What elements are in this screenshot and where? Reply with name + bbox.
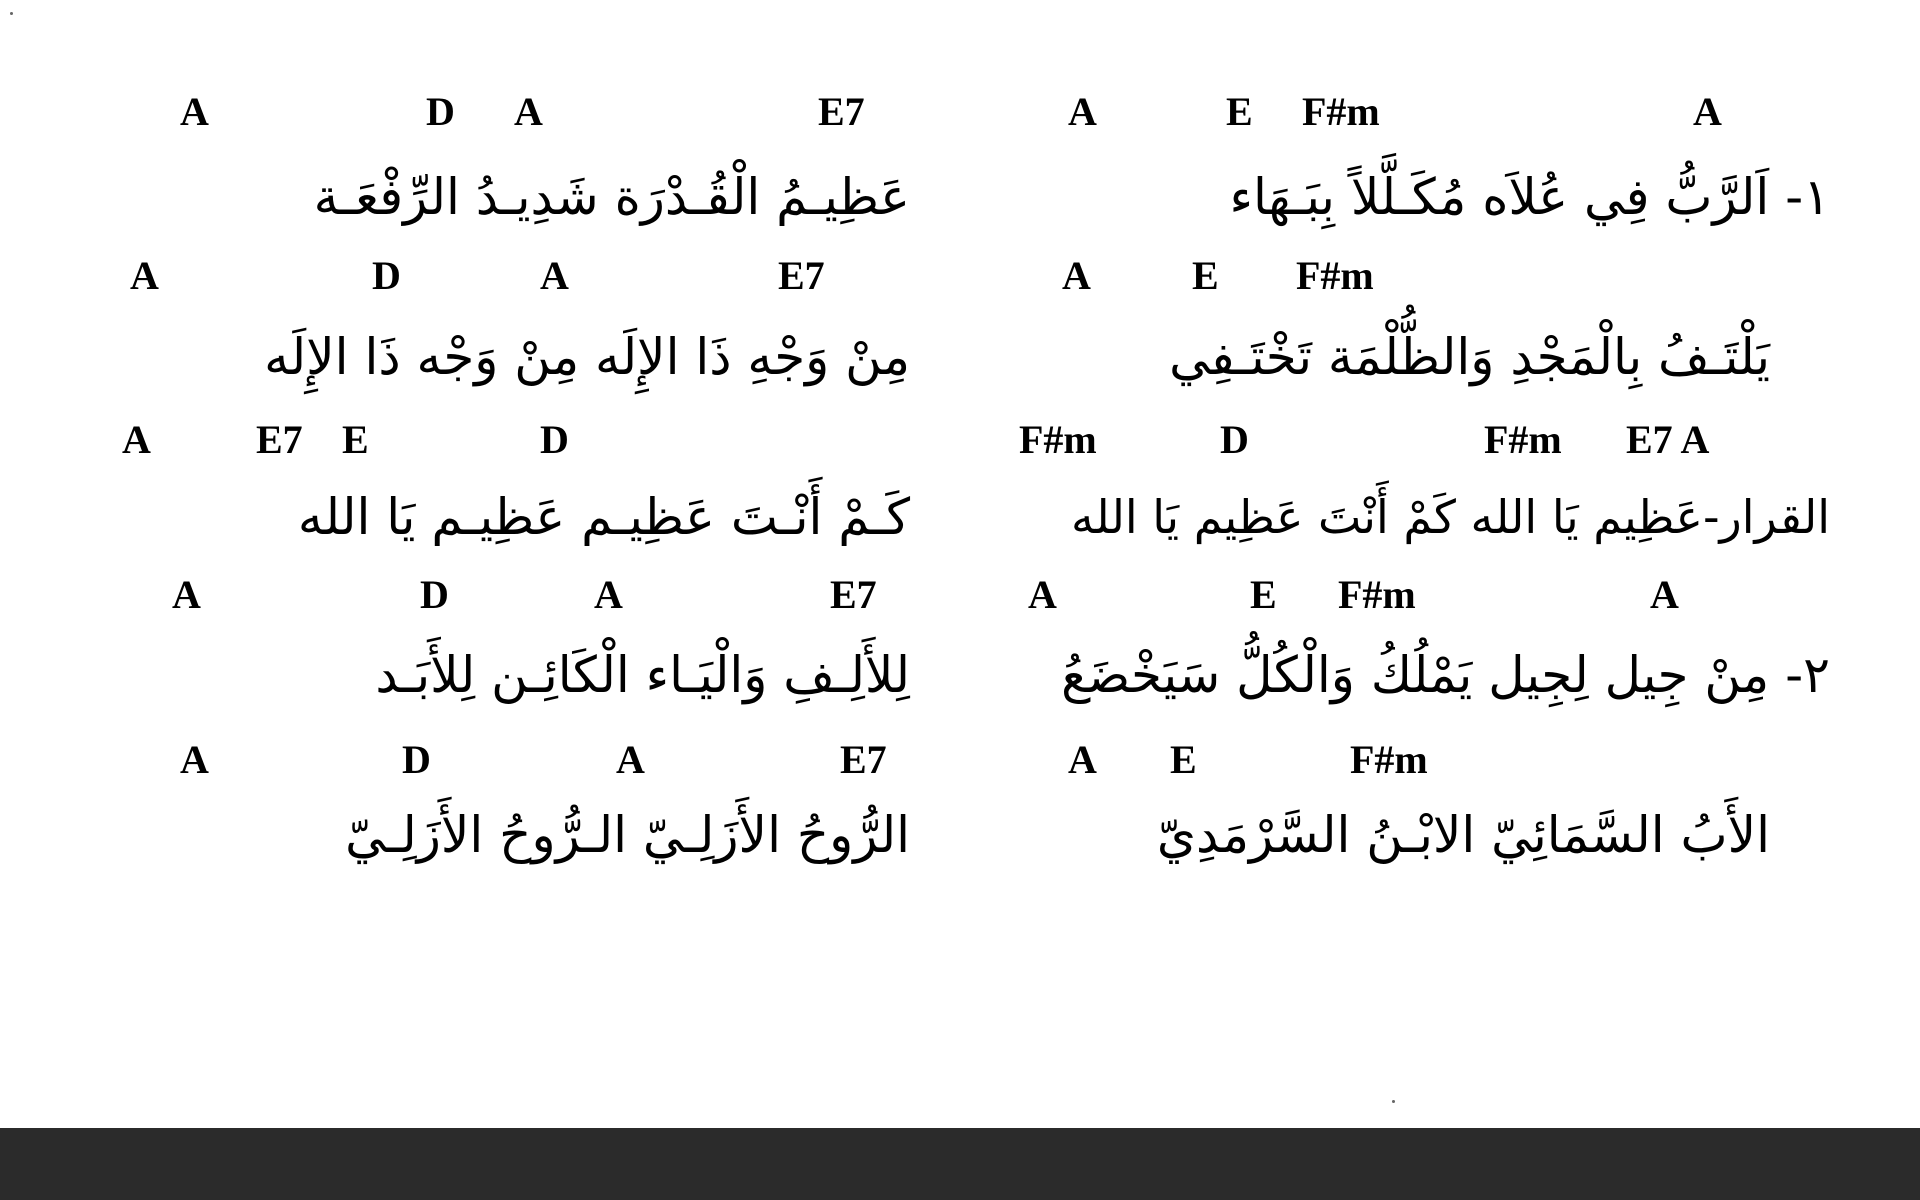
chord: E <box>1192 253 1219 298</box>
chord: A <box>1028 572 1057 617</box>
chord: A <box>180 89 209 134</box>
chord: A <box>594 572 623 617</box>
chord: E <box>1170 737 1197 782</box>
bottom-bar <box>0 1128 1920 1200</box>
scan-speck <box>1392 1100 1395 1103</box>
chord: A <box>122 417 151 462</box>
chord: D <box>402 737 431 782</box>
lyric-line: الأَبُ السَّمَائِيّ الابْـنُ السَّرْمَدِيّ <box>1156 806 1770 864</box>
chord: A <box>1650 572 1679 617</box>
chord: E7 <box>818 89 865 134</box>
chord: E <box>342 417 369 462</box>
chord: F#m <box>1350 737 1428 782</box>
chord: F#m <box>1338 572 1416 617</box>
right-column <box>1010 0 1830 1000</box>
chord: E <box>1250 572 1277 617</box>
chord: A <box>616 737 645 782</box>
lyric-line: كَـمْ أَنْـتَ عَظِيـم عَظِيـم يَا الله <box>297 488 910 546</box>
chord: A <box>130 253 159 298</box>
chord: A <box>180 737 209 782</box>
left-column <box>90 0 910 1000</box>
chord: A <box>1068 737 1097 782</box>
chord: F#m <box>1302 89 1380 134</box>
chord: D <box>420 572 449 617</box>
chord: E <box>1226 89 1253 134</box>
chord: D <box>372 253 401 298</box>
chord: E7 <box>840 737 887 782</box>
lyric-line: ١- اَلرَّبُّ فِي عُلاَه مُكَـلَّلاً بِبَـهَاء <box>1229 168 1830 226</box>
chord: F#m <box>1019 417 1097 462</box>
lyric-line: عَظِيـمُ الْقُـدْرَة شَدِيـدُ الرِّفْعَـة <box>313 168 910 226</box>
chord: E7 <box>830 572 877 617</box>
chord: A <box>1693 89 1722 134</box>
lyric-line: لِلأَلِـفِ وَالْيَـاء الْكَائِـن لِلأَبَـد <box>375 646 910 704</box>
lyric-line: يَلْتَـفُ بِالْمَجْدِ وَالظُّلْمَة تَخْتَـفِي <box>1169 328 1770 386</box>
chord: A <box>172 572 201 617</box>
chord: D <box>426 89 455 134</box>
lyric-line: مِنْ وَجْهِ ذَا الإِلَه مِنْ وَجْه ذَا الإِلَه <box>264 328 910 386</box>
chord: D <box>540 417 569 462</box>
chord: A <box>1062 253 1091 298</box>
lyric-line: القرار-عَظِيم يَا الله كَمْ أَنْتَ عَظِيم يَا الله <box>1070 490 1830 544</box>
chord: E7 <box>256 417 303 462</box>
chord: E7 <box>778 253 825 298</box>
chord: F#m <box>1484 417 1562 462</box>
chord: D <box>1220 417 1249 462</box>
chord: E7 A <box>1626 417 1710 462</box>
chord: A <box>540 253 569 298</box>
chord: F#m <box>1296 253 1374 298</box>
lyric-line: الرُّوحُ الأَزَلِـيّ الـرُّوحُ الأَزَلِـيّ <box>345 806 910 864</box>
chord: A <box>514 89 543 134</box>
lyric-line: ٢- مِنْ جِيل لِجِيل يَمْلُكُ وَالْكُلُّ سَيَخْضَعُ <box>1061 646 1830 704</box>
scan-speck <box>10 12 13 15</box>
chord: A <box>1068 89 1097 134</box>
